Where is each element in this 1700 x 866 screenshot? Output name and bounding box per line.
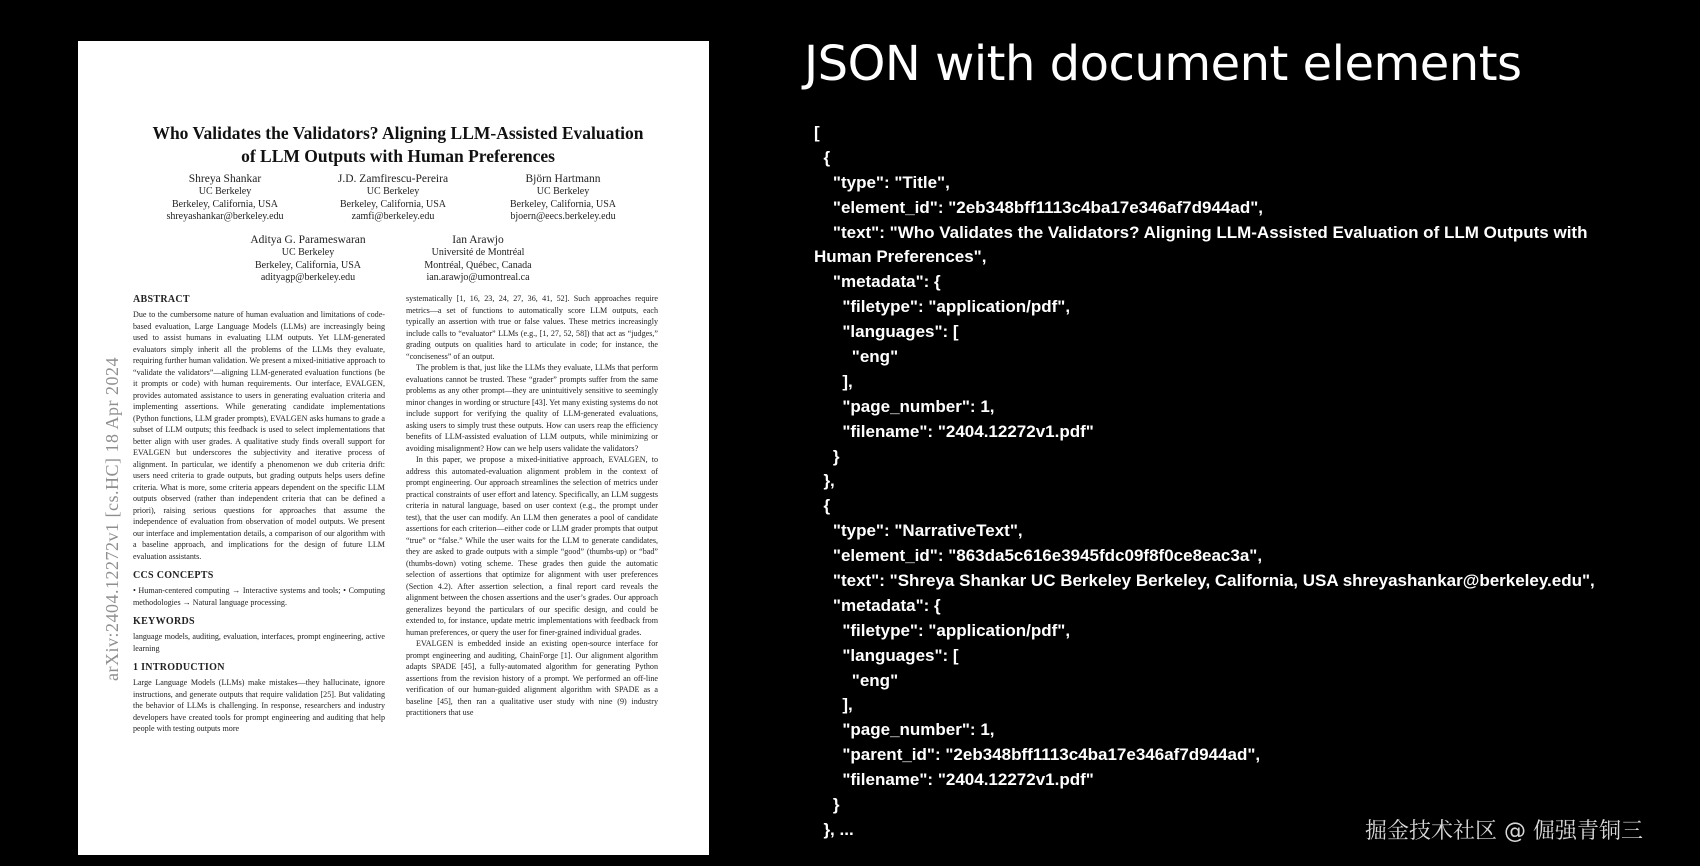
body-paragraph: The problem is that, just like the LLMs they evaluate, LLMs that perform evaluations cannot be trusted. These “grader” prompts suffer from the same problems as any other prompt—they are unintuitively sensitive to seemingly minor changes in wording or structure [43]. Yet many existing systems do not include support for verifying the quality of LLM-generated evaluations, asking users to simply trust these outputs. How can users reap the efficiency benefits of LLM-assisted evaluation of LLM outputs, while minimizing or avoiding misalignment? How can we help users validate the validators? xyxy=(406,363,658,453)
author-email: bjoern@eecs.berkeley.edu xyxy=(510,211,616,222)
watermark: 掘金技术社区 @ 倔强青铜三 xyxy=(1365,819,1643,844)
json-line: "filetype": "application/pdf", xyxy=(814,620,1071,640)
author-affiliation: UC Berkeley xyxy=(536,186,590,197)
json-line: "page_number": 1, xyxy=(814,396,995,416)
json-line: "filetype": "application/pdf", xyxy=(814,297,1071,317)
ccs-text: • Human-centered computing → Interactive systems and tools; • Computing methodologies → Natural language processing. xyxy=(133,586,385,607)
json-line: ], xyxy=(814,371,853,391)
json-line: "filename": "2404.12272v1.pdf" xyxy=(814,421,1094,441)
author-block xyxy=(378,233,578,285)
introduction-heading: 1 INTRODUCTION xyxy=(133,662,225,673)
json-line: }, xyxy=(814,471,835,491)
json-line: "languages": [ xyxy=(814,322,959,342)
abstract-heading: ABSTRACT xyxy=(133,294,190,305)
abstract-text: Due to the cumbersome nature of human evaluation and limitations of code-based evaluation, Large Language Models (LLMs) are increasingly being used to assist humans in evaluating LLM outputs. Yet LLM-generated evaluators simply inherit all the problems of the LLMs they evaluate, requiring further human validation. We present a mixed-initiative approach to “validate the validators”—aligning LLM-generated evaluation functions (be it prompts or code) with human requirements. Our interface, EVALGEN, provides automated assistance to users in generating evaluation criteria and implementing assertions. While generating candidate implementations (Python functions, LLM grader prompts), EVALGEN asks humans to grade a subset of LLM outputs; this feedback is used to select implementations that better align with user grades. A qualitative study finds overall support for EVALGEN but underscores the subjectivity and iterative process of alignment. In particular, we identify a phenomenon we dub criteria drift: users need criteria to grade outputs, but grading outputs helps users define criteria. What is more, some criteria appears dependent on the specific LLM outputs observed (rather than independent criteria that can be defined a priori), raising serious questions for approaches that assume the independence of evaluation from observation of model outputs. We present our interface and implementation details, a comparison of our algorithm with a baseline approach, and implications for the design of future LLM evaluation assistants. xyxy=(133,310,385,561)
paper-title xyxy=(118,122,678,168)
json-line: "text": "Shreya Shankar UC Berkeley Berkeley, California, USA shreyashankar@berkeley.edu", xyxy=(814,571,1595,591)
json-code-block xyxy=(814,121,1674,843)
author-affiliation: UC Berkeley xyxy=(366,186,420,197)
json-line: "type": "NarrativeText", xyxy=(814,521,1023,541)
author-block xyxy=(463,172,663,224)
json-line: "eng" xyxy=(814,670,899,690)
paper-title-line-1: Who Validates the Validators? Aligning LLM-Assisted Evaluation xyxy=(152,123,644,143)
keywords-heading: KEYWORDS xyxy=(133,616,195,627)
ccs-heading: CCS CONCEPTS xyxy=(133,570,214,581)
json-line: "eng" xyxy=(814,347,899,367)
json-line: "element_id": "863da5c616e3945fdc09f8f0ce8eac3a", xyxy=(814,546,1263,566)
author-name: Björn Hartmann xyxy=(525,173,601,185)
author-location: Berkeley, California, USA xyxy=(510,198,616,210)
author-name: J.D. Zamfirescu-Pereira xyxy=(337,173,449,185)
author-email: ian.arawjo@umontreal.ca xyxy=(426,272,530,283)
author-location: Montréal, Québec, Canada xyxy=(424,259,532,271)
json-line: ], xyxy=(814,695,853,715)
paper-page-image xyxy=(78,41,709,855)
author-location: Berkeley, California, USA xyxy=(255,259,361,271)
author-email: zamfi@berkeley.edu xyxy=(351,211,435,222)
json-line: "languages": [ xyxy=(814,645,959,665)
json-line: [ xyxy=(814,123,820,142)
json-line: "type": "Title", xyxy=(814,172,950,192)
json-line: "parent_id": "2eb348bff1113c4ba17e346af7d944ad", xyxy=(814,745,1261,765)
json-line: { xyxy=(814,147,831,167)
json-line: "text": "Who Validates the Validators? Aligning LLM-Assisted Evaluation of LLM Outputs with xyxy=(814,222,1588,242)
arxiv-stamp: arXiv:2404.12272v1 [cs.HC] 18 Apr 2024 xyxy=(102,357,122,681)
body-paragraph: In this paper, we propose a mixed-initiative approach, EVALGEN, to address this automated-evaluation alignment problem in the context of prompt engineering. Our approach streamlines the selection of metrics under practical constraints of user effort and latency. Specifically, an LLM suggests criteria in natural language, based on user context (e.g., the prompt under test), that the user can modify. An LLM then generates a pool of candidate assertions for each criterion—either code or LLM grader prompts that output “true” or “false.” While the user waits for the LLM to generate candidates, they are asked to grade outputs with a simple “good” (thumbs-up) or “bad” (thumbs-down) voting scheme. These grades then guide the automatic selection of assertions that optimize for alignment with user preferences (Section 4.2). After assertion selection, a final report card reveals the alignment between the chosen assertions and the user’s grades. Our approach generalizes beyond the particulars of our specific design, and could be extended to, for instance, update metric implementations with feedback from human preferences, or query the user for finer-grained individual grades. xyxy=(406,455,658,637)
author-location: Berkeley, California, USA xyxy=(340,198,446,210)
author-name: Ian Arawjo xyxy=(452,234,504,246)
author-affiliation: Université de Montréal xyxy=(431,247,525,258)
json-line: "metadata": { xyxy=(814,272,941,292)
introduction-text: Large Language Models (LLMs) make mistakes—they hallucinate, ignore instructions, and generate outputs that require validation [25]. But validating the behavior of LLMs is challenging. In response, researchers and industry developers have created tools for prompt engineering and auditing that help people with testing outputs more xyxy=(133,678,385,733)
author-name: Aditya G. Parameswaran xyxy=(250,234,366,246)
keywords-text: language models, auditing, evaluation, interfaces, prompt engineering, active learning xyxy=(133,632,385,653)
slide-heading: JSON with document elements xyxy=(804,36,1522,92)
json-line: "metadata": { xyxy=(814,595,941,615)
paper-title-line-2: of LLM Outputs with Human Preferences xyxy=(241,146,555,166)
right-column xyxy=(406,293,658,719)
left-column xyxy=(133,293,385,742)
author-email: adityagp@berkeley.edu xyxy=(260,272,356,283)
body-paragraph: systematically [1, 16, 23, 24, 27, 36, 41, 52]. Such approaches require metrics—a set of functions to automatically score LLM outputs, each typically an assertion with true or false values. These metrics increasingly include calls to “evaluator” LLMs (e.g., [1, 27, 52, 58]) that act as “judges,” grading outputs on qualities hard to articulate in code; for instance, the “conciseness” of an output. xyxy=(406,294,658,361)
json-line: } xyxy=(814,795,840,815)
body-paragraph: EVALGEN is embedded inside an existing open-source interface for prompt engineering and auditing, ChainForge [1]. Our alignment algorithm adapts SPADE [45], a fully-automated algorithm for generating Python assertions from the revision history of a prompt. We performed an off-line verification of our human-guided alignment algorithm with SPADE as a baseline [45], then ran a qualitative user study with nine (9) industry practitioners that use xyxy=(406,639,658,717)
author-location: Berkeley, California, USA xyxy=(172,198,278,210)
json-line: { xyxy=(814,496,831,516)
author-affiliation: UC Berkeley xyxy=(198,186,252,197)
author-email: shreyashankar@berkeley.edu xyxy=(166,211,284,222)
json-line: "filename": "2404.12272v1.pdf" xyxy=(814,770,1094,790)
json-line: } xyxy=(814,446,840,466)
json-line: "element_id": "2eb348bff1113c4ba17e346af7d944ad", xyxy=(814,197,1263,217)
json-line: "page_number": 1, xyxy=(814,720,995,740)
json-line: Human Preferences", xyxy=(814,247,987,267)
author-affiliation: UC Berkeley xyxy=(281,247,335,258)
author-name: Shreya Shankar xyxy=(188,173,262,185)
json-line: }, ... xyxy=(814,819,854,839)
